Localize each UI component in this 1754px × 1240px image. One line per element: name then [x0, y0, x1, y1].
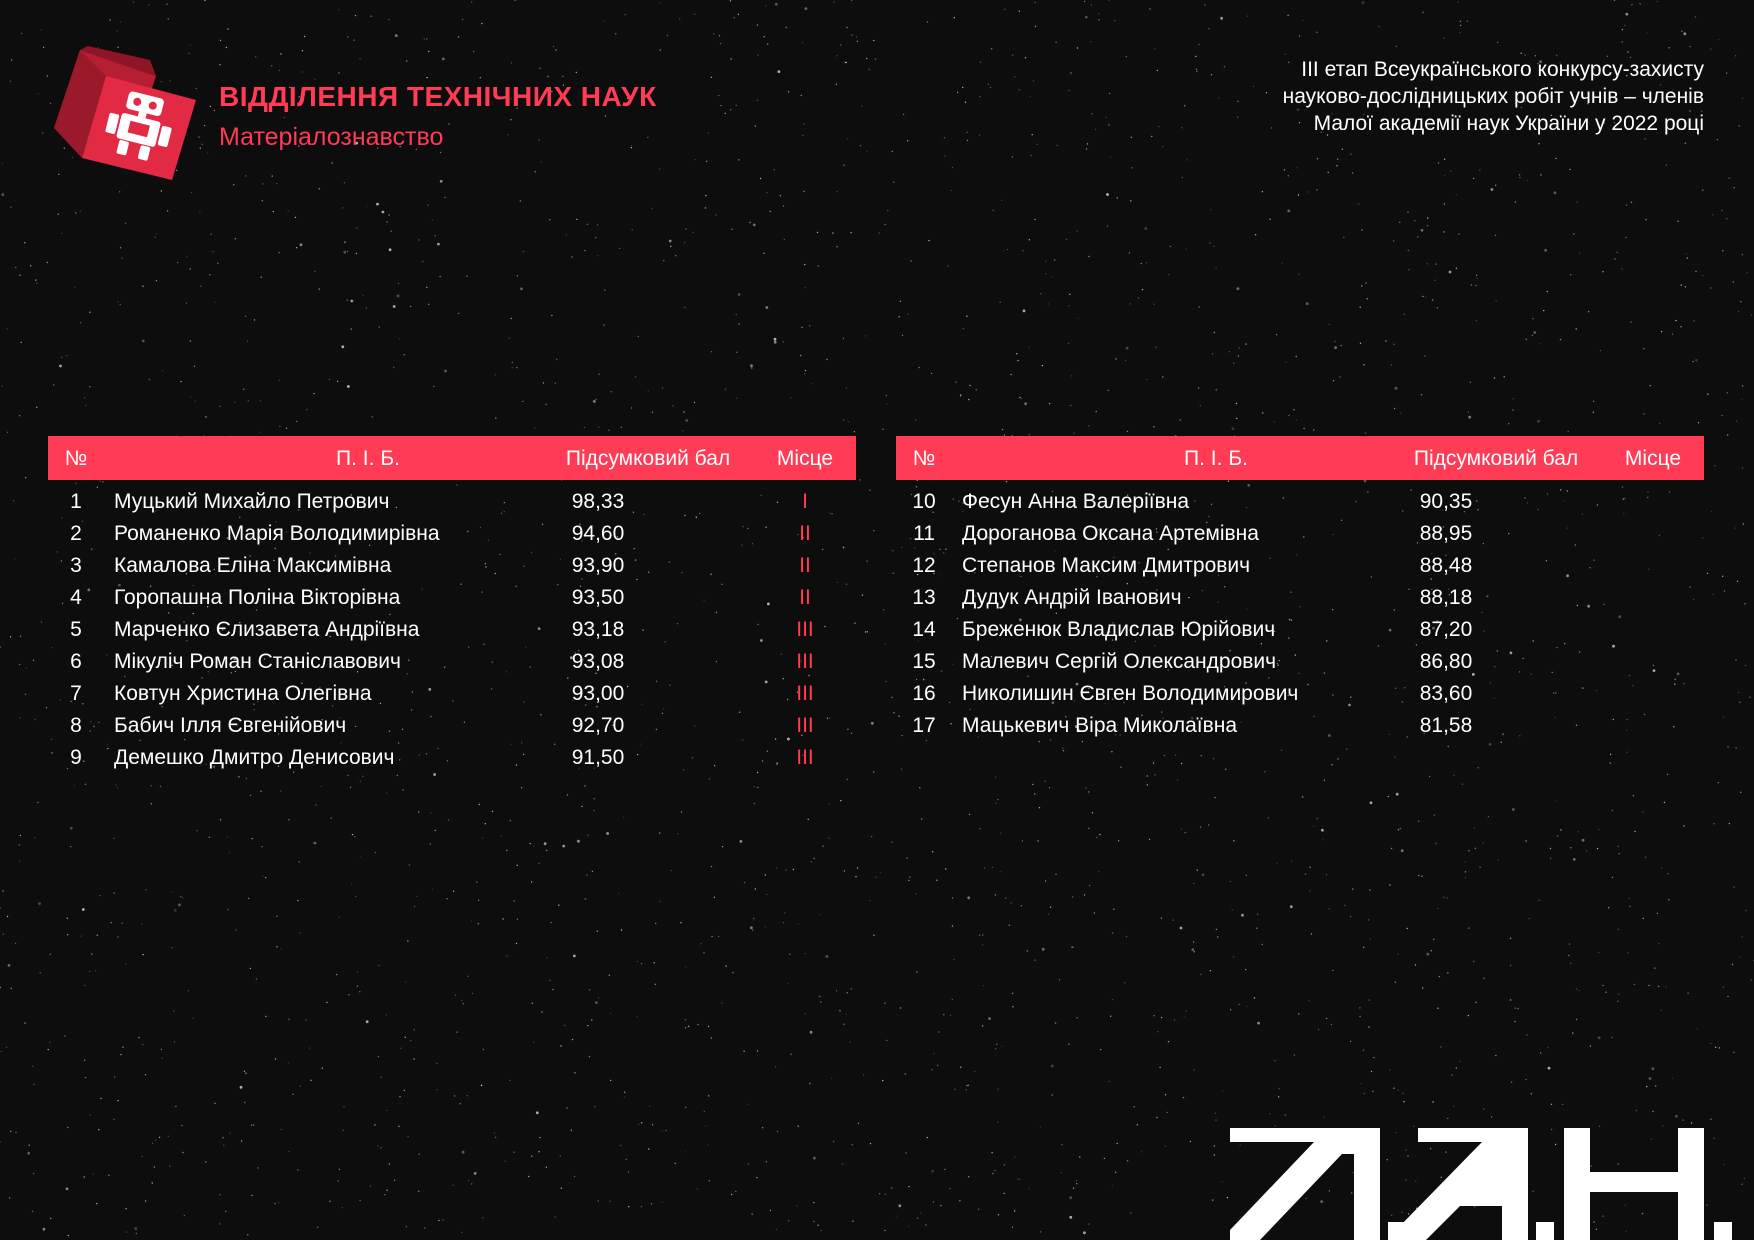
table-row [48, 676, 856, 708]
robot-cube-icon [44, 46, 202, 188]
row-name: Дудук Андрій Іванович [962, 586, 1182, 609]
row-name: Малевич Сергій Олександрович [962, 650, 1277, 673]
row-place: ІІ [799, 522, 811, 545]
row-name: Дороганова Оксана Артемівна [962, 522, 1259, 545]
row-number: 7 [70, 682, 82, 705]
row-score: 86,80 [1419, 650, 1473, 673]
row-score: 90,35 [1419, 490, 1473, 513]
row-place: ІІІ [796, 682, 814, 705]
row-name: Ковтун Христина Олегівна [114, 682, 372, 705]
row-score: 87,20 [1419, 618, 1473, 641]
table-row [48, 644, 856, 676]
row-number: 1 [70, 490, 82, 513]
row-place: ІІ [799, 554, 811, 577]
table-row [48, 612, 856, 644]
row-place: ІІІ [796, 714, 814, 737]
table-row [896, 484, 1704, 516]
column-header-name: П. І. Б. [336, 447, 400, 470]
table-header [896, 436, 1704, 480]
row-score: 81,58 [1419, 714, 1473, 737]
row-number: 11 [913, 522, 935, 545]
row-score: 88,18 [1419, 586, 1473, 609]
row-number: 10 [912, 490, 936, 513]
column-header-score: Підсумковий бал [1413, 447, 1579, 470]
row-score: 93,08 [571, 650, 625, 673]
row-number: 4 [70, 586, 82, 609]
row-number: 16 [912, 682, 936, 705]
column-header-number: № [64, 447, 88, 470]
row-score: 93,90 [571, 554, 625, 577]
column-header-number: № [912, 447, 936, 470]
row-score: 92,70 [571, 714, 625, 737]
row-name: Горопашна Поліна Вікторівна [114, 586, 401, 609]
row-name: Николишин Євген Володимирович [962, 682, 1299, 705]
row-score: 88,48 [1419, 554, 1473, 577]
column-header-score: Підсумковий бал [565, 447, 731, 470]
row-number: 9 [70, 746, 82, 769]
table-row [896, 676, 1704, 708]
table-row [48, 548, 856, 580]
row-name: Марченко Єлизавета Андріївна [114, 618, 420, 641]
row-place: ІІ [799, 586, 811, 609]
table-row [896, 644, 1704, 676]
department-title: ВІДДІЛЕННЯ ТЕХНІЧНИХ НАУК [219, 81, 657, 112]
row-score: 93,00 [571, 682, 625, 705]
table-row [896, 580, 1704, 612]
table-row [896, 708, 1704, 740]
row-name: Мацькевич Віра Миколаївна [962, 714, 1238, 737]
row-place: ІІІ [796, 746, 814, 769]
heading-line-2: науково-дослідницьких робіт учнів – членів [1282, 85, 1704, 108]
row-name: Бреженюк Владислав Юрійович [962, 618, 1276, 641]
column-header-place: Місце [776, 447, 834, 470]
row-score: 88,95 [1419, 522, 1473, 545]
row-name: Камалова Еліна Максимівна [114, 554, 392, 577]
row-name: Фесун Анна Валеріївна [962, 490, 1190, 513]
man-logo [1230, 1128, 1750, 1240]
row-number: 3 [70, 554, 82, 577]
row-number: 8 [70, 714, 82, 737]
row-number: 14 [912, 618, 936, 641]
row-name: Демешко Дмитро Денисович [114, 746, 395, 769]
heading-line-3: Малої академії наук України у 2022 році [1313, 112, 1704, 135]
row-name: Мікуліч Роман Станіславович [114, 650, 401, 673]
row-score: 91,50 [571, 746, 625, 769]
row-name: Степанов Максим Дмитрович [962, 554, 1251, 577]
table-row [896, 548, 1704, 580]
row-name: Романенко Марія Володимирівна [114, 522, 440, 545]
table-row [48, 708, 856, 740]
row-number: 2 [70, 522, 82, 545]
department-subtitle: Матеріалознавство [219, 123, 444, 151]
row-place: І [802, 490, 808, 513]
row-score: 93,18 [571, 618, 625, 641]
column-header-place: Місце [1624, 447, 1682, 470]
row-score: 83,60 [1419, 682, 1473, 705]
row-score: 98,33 [571, 490, 625, 513]
heading-line-1: ІІІ етап Всеукраїнського конкурсу-захисту [1301, 58, 1704, 81]
contest-heading [1084, 56, 1704, 137]
row-score: 93,50 [571, 586, 625, 609]
table-row [896, 516, 1704, 548]
column-header-name: П. І. Б. [1184, 447, 1248, 470]
table-row [48, 516, 856, 548]
row-number: 15 [912, 650, 936, 673]
row-place: ІІІ [796, 650, 814, 673]
row-number: 13 [912, 586, 936, 609]
row-name: Бабич Ілля Євгенійович [114, 714, 347, 737]
row-number: 6 [70, 650, 82, 673]
table-row [48, 740, 856, 772]
row-score: 94,60 [571, 522, 625, 545]
row-number: 17 [912, 714, 936, 737]
results-table-right [896, 436, 1704, 740]
table-header [48, 436, 856, 480]
row-place: ІІІ [796, 618, 814, 641]
row-name: Муцький Михайло Петрович [114, 490, 390, 513]
results-table-left [48, 436, 856, 772]
table-row [896, 612, 1704, 644]
department-header [219, 80, 657, 152]
row-number: 12 [912, 554, 936, 577]
table-row [48, 484, 856, 516]
table-row [48, 580, 856, 612]
row-number: 5 [70, 618, 82, 641]
